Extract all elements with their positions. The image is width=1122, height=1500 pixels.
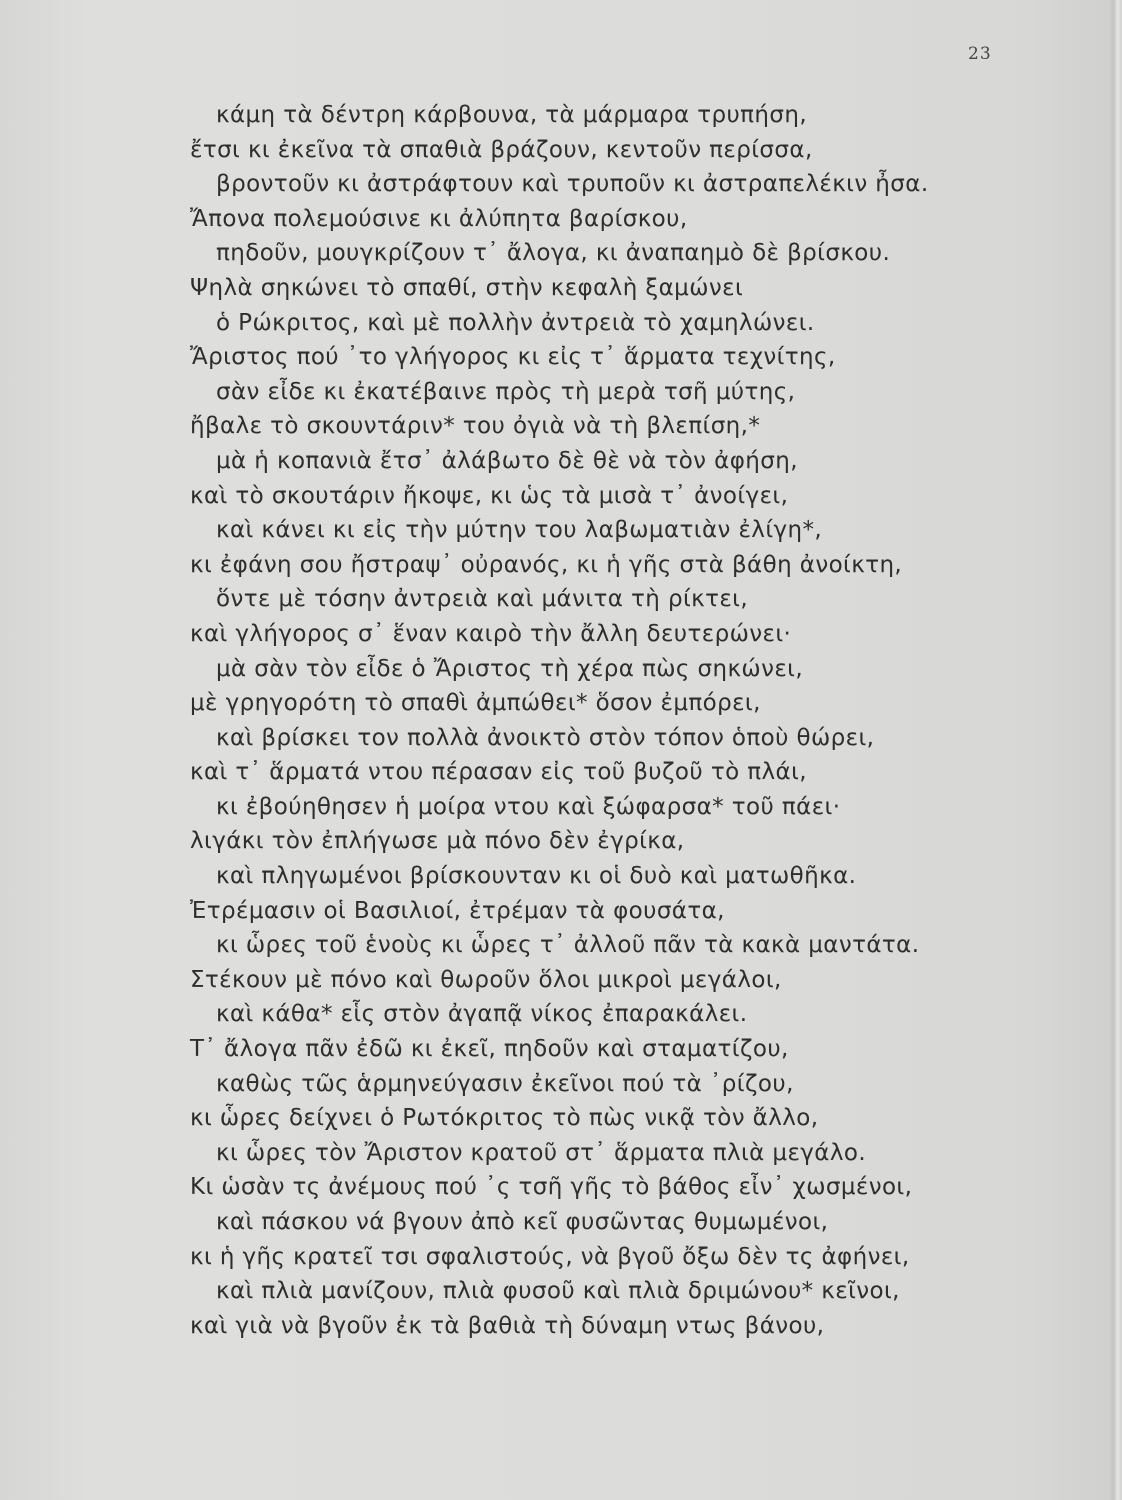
verse-line: Ἄπονα πολεμούσινε κι ἀλύπητα βαρίσκου, [190,205,688,232]
verse-line: σὰν εἶδε κι ἐκατέβαινε πρὸς τὴ μερὰ τσῆ μύτης, [216,378,796,405]
verse-line: καὶ γιὰ νὰ βγοῦν ἐκ τὰ βαθιὰ τὴ δύναμη ντως βάνου, [190,1312,825,1339]
verse-line: καὶ πάσκου νά βγουν ἀπὸ κεῖ φυσῶντας θυμωμένοι, [216,1209,829,1235]
verse-line: κι ἐβούηθησεν ἡ μοίρα ντου καὶ ξώφαρσα* τοῦ πάει· [216,793,841,820]
verse-line: κι ἐφάνη σου ἤστραψ᾽ οὐρανός, κι ἡ γῆς στὰ βάθη ἀνοίκτη, [190,551,903,578]
verse-line: καὶ πλιὰ μανίζουν, πλιὰ φυσοῦ καὶ πλιὰ δριμώνου* κεῖνοι, [216,1278,900,1305]
verse-line: καὶ τὸ σκουτάριν ἤκοψε, κι ὡς τὰ μισὰ τ᾽ ἀνοίγει, [190,482,789,509]
verse-line: καὶ κάθα* εἷς στὸν ἀγαπᾷ νίκος ἐπαρακάλει. [216,1001,748,1028]
page-number: 23 [968,44,992,64]
verse-line: κι ὧρες τοῦ ἑνοὺς κι ὧρες τ᾽ ἀλλοῦ πᾶν τὰ κακὰ μαντάτα. [216,932,920,959]
verse-line: Τ᾽ ἄλογα πᾶν ἐδῶ κι ἐκεῖ, πηδοῦν καὶ σταματίζου, [190,1036,789,1063]
verse-line: κι ὧρες δείχνει ὁ Ρωτόκριτος τὸ πὼς νικᾷ τὸν ἄλλο, [190,1105,819,1132]
verse-line: καὶ γλήγορος σ᾽ ἕναν καιρὸ τὴν ἄλλη δευτερώνει· [190,620,792,647]
verse-line: ὁ Ρώκριτος, καὶ μὲ πολλὴν ἀντρειὰ τὸ χαμηλώνει. [216,309,815,336]
verse-line: μὲ γρηγορότη τὸ σπαθὶ ἀμπώθει* ὅσον ἐμπόρει, [190,690,761,717]
verse-line: καὶ κάνει κι εἰς τὴν μύτην του λαβωματιὰν ἐλίγη*, [216,517,823,544]
page-edge [1108,0,1122,1500]
verse-line: λιγάκι τὸν ἐπλήγωσε μὰ πόνο δὲν ἐγρίκα, [190,828,685,855]
verse-line: καὶ πληγωμένοι βρίσκουνταν κι οἱ δυὸ καὶ ματωθῆκα. [216,863,857,890]
verse-line: μὰ σὰν τὸν εἶδε ὁ Ἄριστος τὴ χέρα πὼς σηκώνει, [216,655,804,682]
verse-line: Ψηλὰ σηκώνει τὸ σπαθί, στὴν κεφαλὴ ξαμώνει [190,274,744,301]
verse-line: Ἐτρέμασιν οἱ Βασιλιοί, ἐτρέμαν τὰ φουσάτα, [190,897,725,924]
verse-line: ἤβαλε τὸ σκουντάριν* του ὀγιὰ νὰ τὴ βλεπίση,* [190,413,761,440]
verse-line: καὶ τ᾽ ἅρματά ντου πέρασαν εἰς τοῦ βυζοῦ τὸ πλάι, [190,759,807,786]
verse-line: Ἄριστος πού ᾽το γλήγορος κι εἰς τ᾽ ἅρματα τεχνίτης, [190,344,836,371]
verse-line: πηδοῦν, μουγκρίζουν τ᾽ ἄλογα, κι ἀναπαημὸ δὲ βρίσκου. [216,240,891,267]
verse-line: κάμη τὰ δέντρη κάρβουνα, τὰ μάρμαρα τρυπήση, [216,102,808,128]
verse-line: βροντοῦν κι ἀστράφτουν καὶ τρυποῦν κι ἀστραπελέκιν ἦσα. [216,171,929,198]
verse-line: Στέκουν μὲ πόνο καὶ θωροῦν ὅλοι μικροὶ μεγάλοι, [190,966,782,993]
verse-line: καθὼς τῶς ἁρμηνεύγασιν ἐκεῖνοι πού τὰ ᾽ρίζου, [216,1070,794,1097]
verse-line: ὅντε μὲ τόσην ἀντρειὰ καὶ μάνιτα τὴ ρίκτει, [216,586,749,613]
verse-block [0,98,1100,1343]
verse-line: μὰ ἡ κοπανιὰ ἔτσ᾽ ἀλάβωτο δὲ θὲ νὰ τὸν ἀφήση, [216,447,798,474]
verse-line: ἔτσι κι ἐκεῖνα τὰ σπαθιὰ βράζουν, κεντοῦν περίσσα, [190,136,813,163]
verse-line: καὶ βρίσκει τον πολλὰ ἀνοικτὸ στὸν τόπον ὁποὺ θώρει, [216,724,875,751]
verse-line: κι ὧρες τὸν Ἄριστον κρατοῦ στ᾽ ἅρματα πλιὰ μεγάλο. [216,1139,867,1166]
verse-line: κι ἡ γῆς κρατεῖ τσι σφαλιστούς, νὰ βγοῦ ὄξω δὲν τς ἀφήνει, [190,1243,910,1270]
verse-line: Κι ὡσὰν τς ἀνέμους πού ᾽ς τσῆ γῆς τὸ βάθος εἶν᾽ χωσμένοι, [190,1174,913,1201]
